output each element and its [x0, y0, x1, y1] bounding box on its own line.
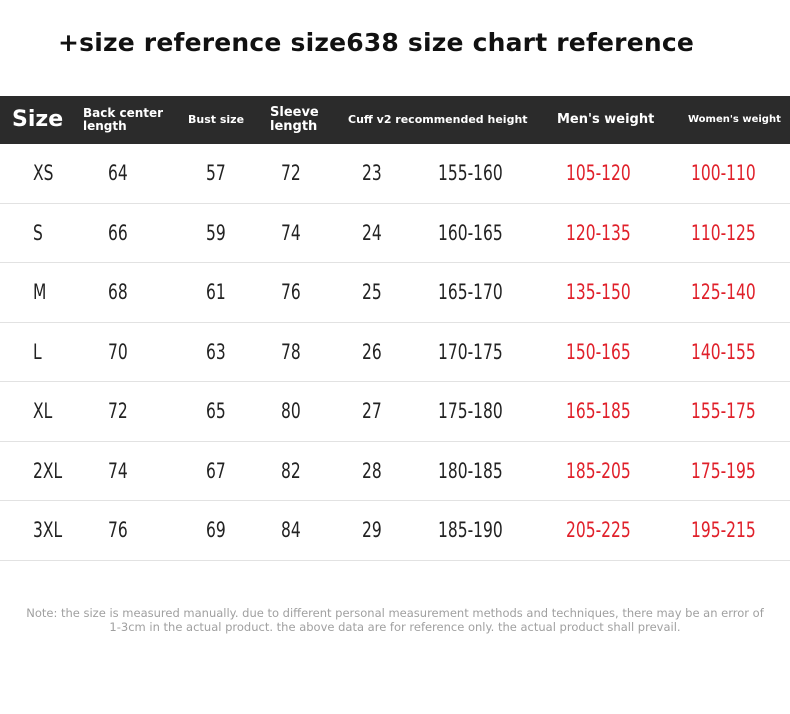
cell-mens-weight: 150-165 [566, 339, 631, 364]
cell-cuff: 25 [362, 280, 382, 304]
cell-mens-weight: 120-135 [566, 220, 631, 245]
cell-size: XS [33, 161, 54, 185]
cell-mens-weight: 135-150 [566, 280, 631, 304]
cell-sleeve: 74 [281, 220, 301, 245]
table-header [0, 96, 790, 144]
table-row [0, 382, 790, 442]
header-cuff-recommended-height: Cuff v2 recommended height [348, 113, 528, 127]
table-row [0, 442, 790, 502]
cell-cuff: 26 [362, 339, 382, 364]
cell-sleeve: 76 [281, 280, 301, 304]
cell-back-center: 68 [108, 280, 128, 304]
cell-height: 185-190 [438, 518, 503, 542]
cell-mens-weight: 205-225 [566, 518, 631, 542]
cell-cuff: 29 [362, 518, 382, 542]
cell-womens-weight: 195-215 [691, 518, 756, 542]
cell-size: XL [33, 399, 53, 423]
cell-cuff: 28 [362, 458, 382, 483]
cell-cuff: 24 [362, 220, 382, 245]
cell-sleeve: 78 [281, 339, 301, 364]
cell-bust: 61 [206, 280, 226, 304]
header-back-center-length: Back center length [83, 106, 164, 133]
cell-back-center: 66 [108, 220, 128, 245]
cell-cuff: 27 [362, 399, 382, 423]
cell-mens-weight: 165-185 [566, 399, 631, 423]
cell-womens-weight: 110-125 [691, 220, 756, 245]
table-row [0, 263, 790, 323]
cell-back-center: 64 [108, 161, 128, 185]
cell-bust: 63 [206, 339, 226, 364]
cell-back-center: 70 [108, 339, 128, 364]
header-mens-weight: Men's weight [557, 112, 655, 128]
header-womens-weight: Women's weight [688, 113, 781, 125]
cell-height: 160-165 [438, 220, 503, 245]
cell-womens-weight: 125-140 [691, 280, 756, 304]
cell-mens-weight: 105-120 [566, 161, 631, 185]
cell-bust: 67 [206, 458, 226, 483]
cell-height: 155-160 [438, 161, 503, 185]
cell-height: 180-185 [438, 458, 503, 483]
page-title: +size reference size638 size chart reference [58, 28, 695, 57]
table-row [0, 323, 790, 383]
table-row [0, 204, 790, 264]
cell-sleeve: 72 [281, 161, 301, 185]
header-sleeve-length: Sleeve length [270, 105, 319, 134]
cell-back-center: 74 [108, 458, 128, 483]
cell-size: M [33, 280, 47, 304]
cell-mens-weight: 185-205 [566, 458, 631, 483]
cell-size: 2XL [33, 458, 63, 483]
cell-size: S [33, 220, 43, 245]
cell-bust: 57 [206, 161, 226, 185]
cell-back-center: 76 [108, 518, 128, 542]
cell-bust: 69 [206, 518, 226, 542]
header-bust-size: Bust size [188, 113, 245, 127]
cell-cuff: 23 [362, 161, 382, 185]
disclaimer-note: Note: the size is measured manually. due to different personal measurement methods and techniques, there may be an error of 1-3cm in the actual product. the above data are for reference only. the actual product shall prevail. [26, 606, 764, 634]
cell-back-center: 72 [108, 399, 128, 423]
cell-womens-weight: 140-155 [691, 339, 756, 364]
header-size: Size [12, 107, 64, 133]
cell-height: 175-180 [438, 399, 503, 423]
cell-bust: 59 [206, 220, 226, 245]
cell-height: 165-170 [438, 280, 503, 304]
cell-sleeve: 84 [281, 518, 301, 542]
cell-height: 170-175 [438, 339, 503, 364]
cell-sleeve: 80 [281, 399, 301, 423]
cell-womens-weight: 100-110 [691, 161, 756, 185]
table-row [0, 501, 790, 561]
size-chart-table [0, 96, 790, 561]
cell-womens-weight: 155-175 [691, 399, 756, 423]
cell-womens-weight: 175-195 [691, 458, 756, 483]
cell-sleeve: 82 [281, 458, 301, 483]
table-row [0, 144, 790, 204]
cell-bust: 65 [206, 399, 226, 423]
cell-size: 3XL [33, 518, 63, 542]
cell-size: L [33, 339, 42, 364]
